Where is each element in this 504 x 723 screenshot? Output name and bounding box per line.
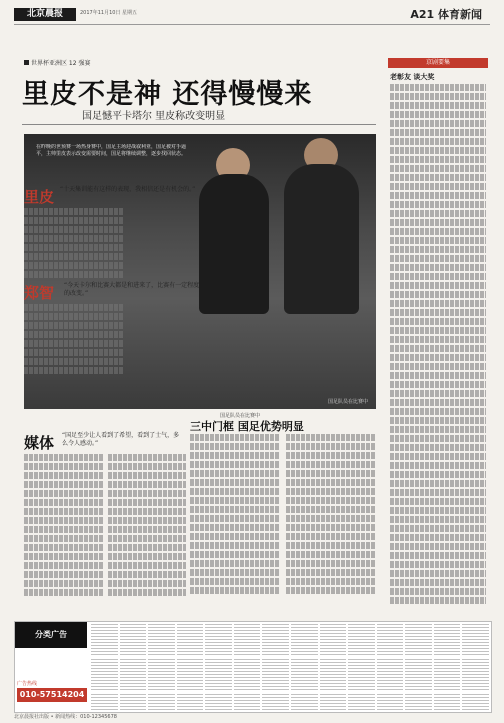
article-body [24, 208, 124, 280]
ads-header: 分类广告 [15, 622, 87, 648]
ads-grid [91, 624, 489, 710]
mid-article-body [190, 434, 280, 604]
mid-article-body [286, 434, 376, 604]
player-figure [199, 174, 269, 314]
headline-rule [22, 124, 376, 125]
photo-credit: 国足队员在比赛中 [327, 399, 368, 405]
page-number: A21 体育新闻 [410, 8, 482, 21]
kicker-text: 世界杯亚洲区 12 强赛 [31, 60, 91, 67]
photo-caption: 国足队员在比赛中 [220, 413, 261, 419]
player-figure [284, 164, 359, 314]
hotline-label: 广告热线 [17, 681, 38, 687]
pull-quote: “今天卡尔和比赛大都是和进来了，比赛有一定程度的改变。” [64, 282, 200, 297]
pull-quote: “十天集训能有这样的表现，我相信还是有机会的。” [60, 186, 196, 193]
article-body [108, 454, 186, 604]
column-byline: 老彰友 谈大奖 [390, 73, 435, 81]
classified-ads [14, 621, 492, 713]
mid-article-title: 三中门框 国足优势明显 [190, 420, 304, 433]
article-body [24, 454, 104, 604]
ads-hotline: 010-57514204 [17, 688, 87, 702]
column-body [390, 84, 486, 604]
section-label-zhengzhi: 郑智 [24, 284, 55, 302]
photo-intro-text: 在昨晚的世预赛一场热身赛中，国足主场迎战叙利亚，国足被对手逼平，主帅里皮表示改变需要时间，国足将继续调整，逐步找回状态。 [36, 144, 186, 157]
article-body [24, 304, 124, 376]
masthead [0, 0, 504, 28]
page-footer: 北京晨报社出版 • 新闻热线：010-12345678 [14, 714, 117, 720]
section-label-media: 媒体 [24, 434, 55, 452]
brand-logo: 北京晨报 [14, 8, 76, 21]
subheadline: 国足憾平卡塔尔 里皮称改变明显 [82, 111, 226, 122]
section-label-lippi: 里皮 [24, 188, 55, 206]
pull-quote: “国足至少让人看到了希望，看到了士气，多么令人感动。” [62, 432, 180, 447]
masthead-rule [14, 24, 490, 25]
column-tag: 京剧要集 [388, 58, 488, 68]
article-kicker [24, 58, 90, 67]
square-icon [24, 60, 29, 65]
headline: 里皮不是神 还得慢慢来 [22, 79, 313, 110]
dateline: 2017年11月10日 星期五 [80, 10, 138, 16]
